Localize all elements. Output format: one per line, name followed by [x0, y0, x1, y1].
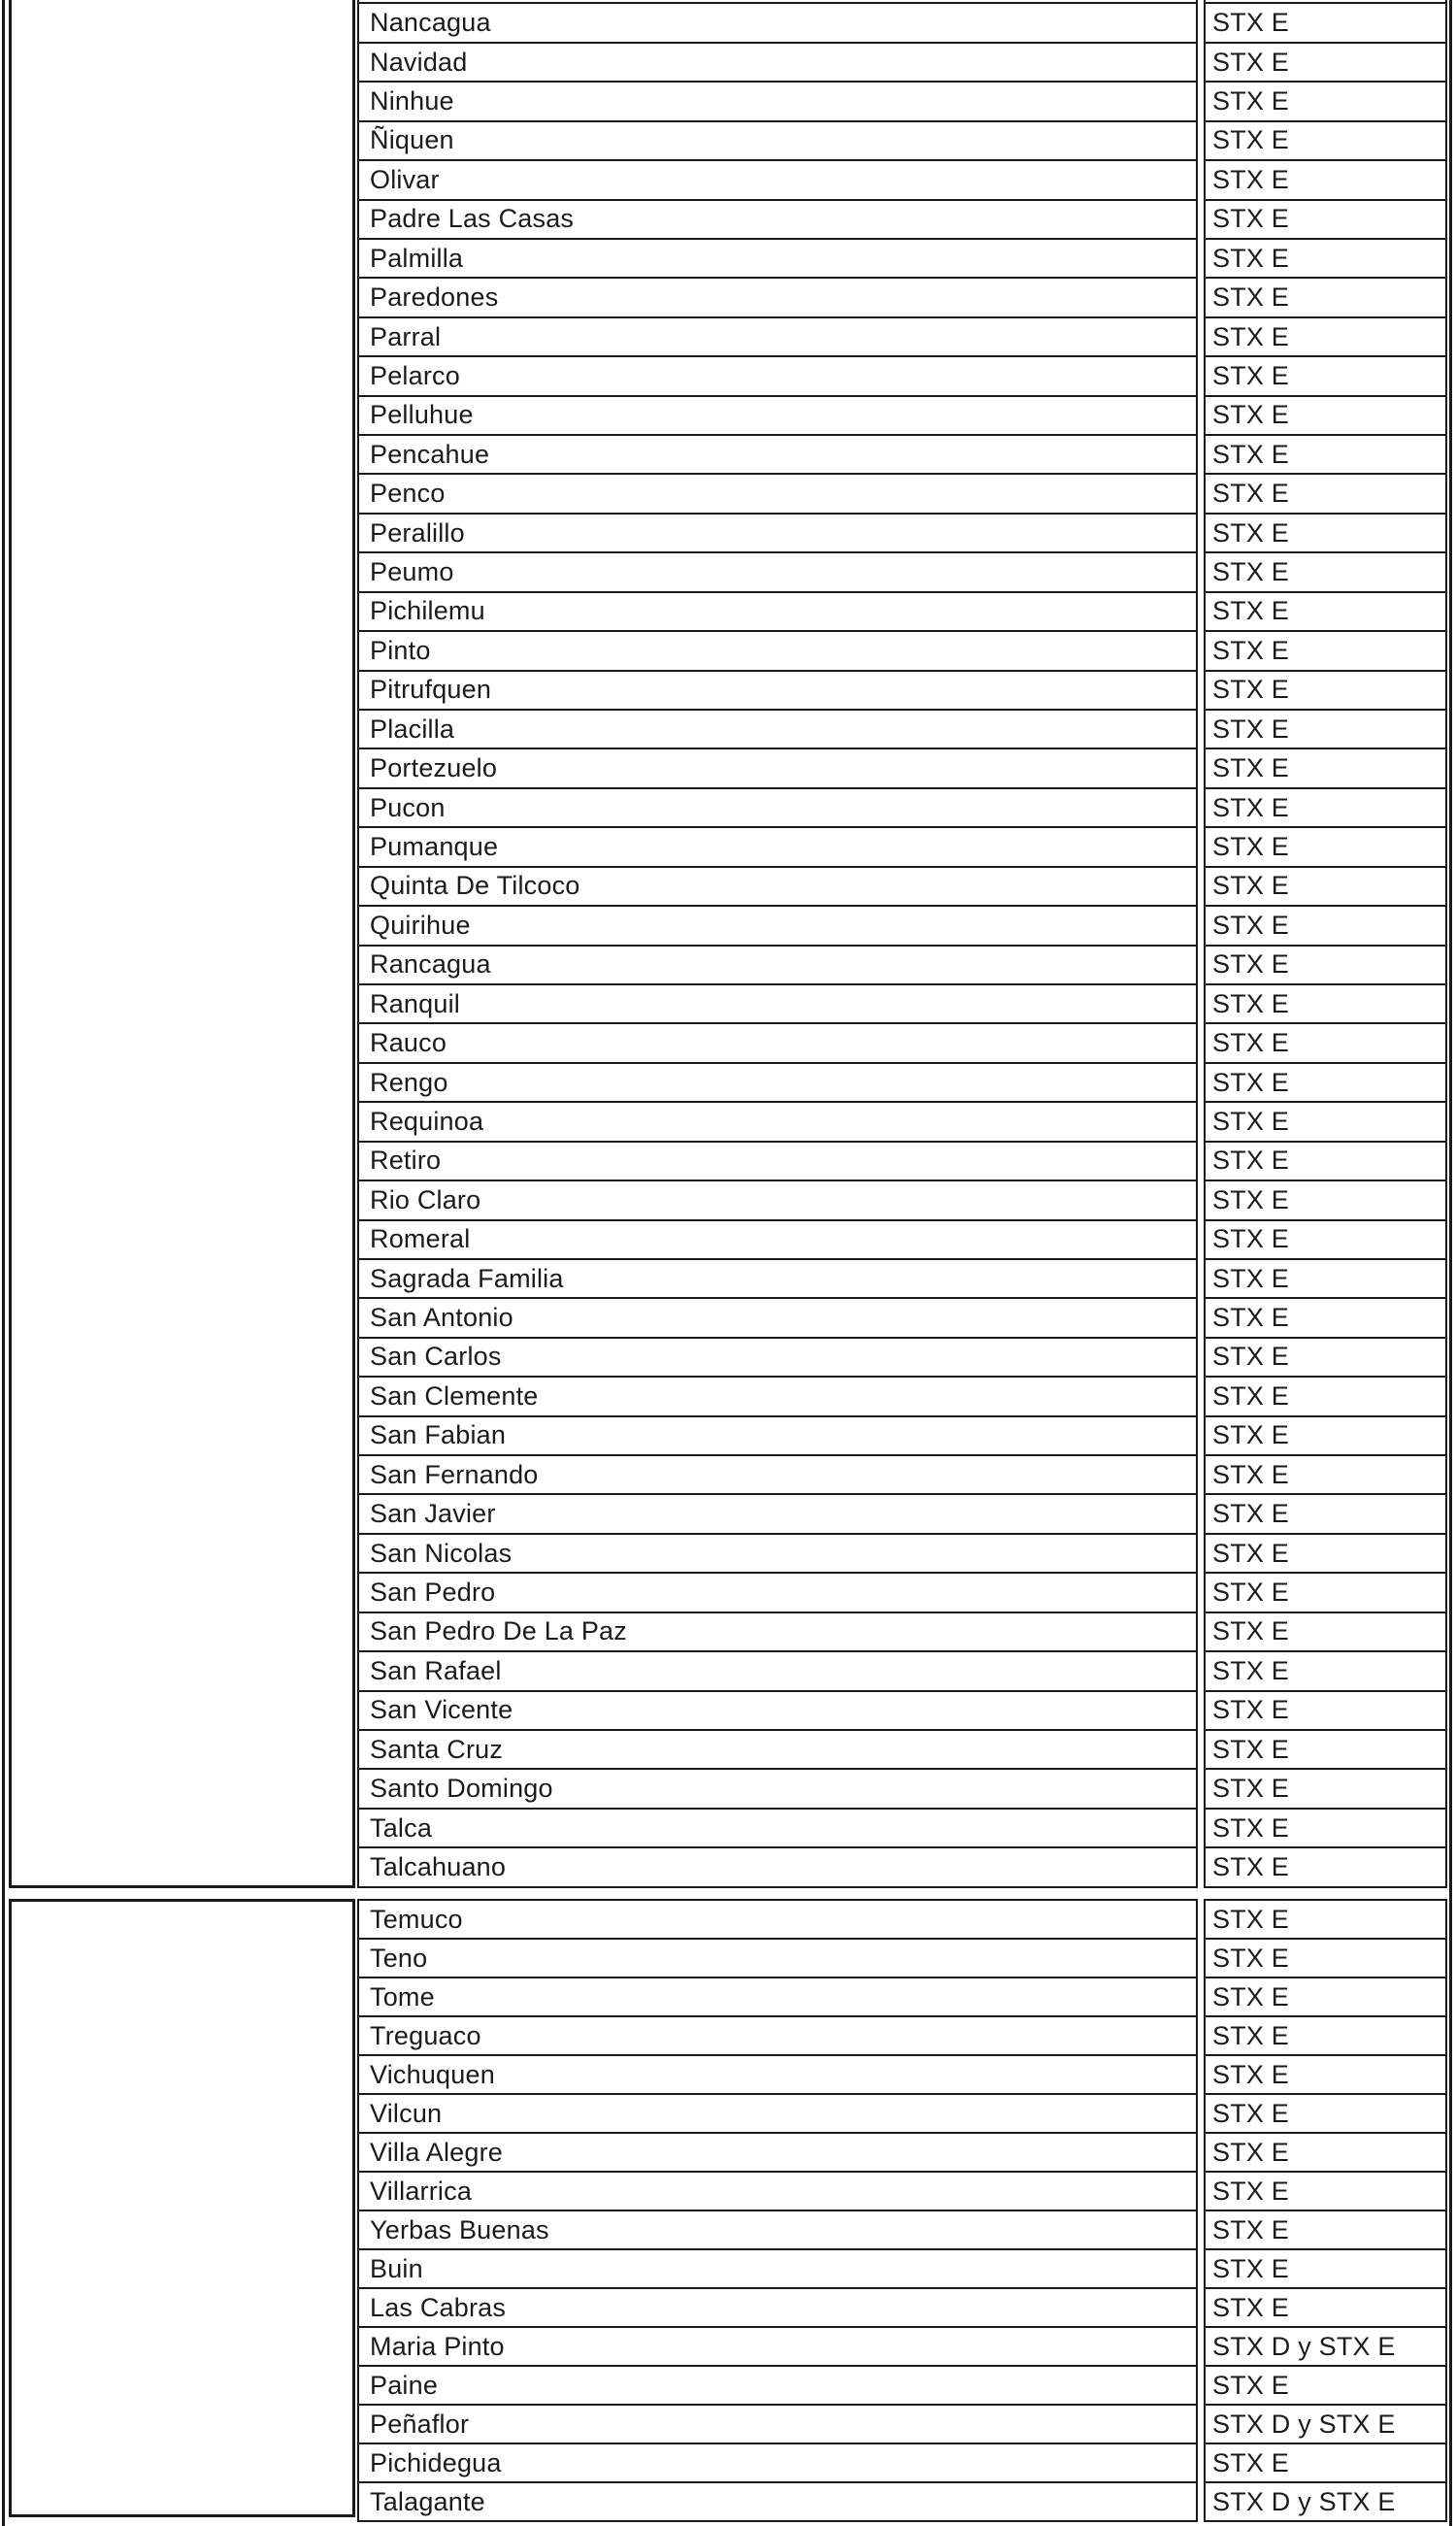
code-cell: STX E [1204, 1337, 1447, 1378]
commune-cell: San Vicente [357, 1690, 1198, 1731]
commune-cell: Pencahue [357, 434, 1198, 475]
code-cell: STX E [1204, 1977, 1447, 2017]
code-cell: STX E [1204, 238, 1447, 279]
commune-cell: Ranquil [357, 983, 1198, 1024]
commune-cell: Talcahuano [357, 1846, 1198, 1887]
code-cell: STX E [1204, 945, 1447, 985]
commune-cell: Talagante [357, 2481, 1198, 2522]
code-cell: STX E [1204, 1572, 1447, 1612]
commune-cell: San Fabian [357, 1415, 1198, 1456]
code-cell: STX E [1204, 2054, 1447, 2095]
code-cell: STX E [1204, 395, 1447, 436]
code-column [1204, 0, 1447, 1888]
code-cell: STX E [1204, 551, 1447, 592]
commune-cell: Pumanque [357, 826, 1198, 867]
commune-cell: San Pedro De La Paz [357, 1612, 1198, 1652]
commune-cell: Romeral [357, 1219, 1198, 1260]
code-cell: STX E [1204, 748, 1447, 788]
commune-cell: Santo Domingo [357, 1768, 1198, 1809]
commune-cell: Maria Pinto [357, 2326, 1198, 2367]
code-cell: STX E [1204, 2093, 1447, 2134]
code-cell: STX E [1204, 1062, 1447, 1103]
commune-cell: Pelarco [357, 355, 1198, 396]
region-cell [9, 0, 355, 1888]
commune-cell: Padre Las Casas [357, 199, 1198, 240]
commune-cell: Quirihue [357, 905, 1198, 946]
commune-cell: Pucon [357, 787, 1198, 828]
code-cell: STX E [1204, 670, 1447, 711]
code-cell: STX E [1204, 1533, 1447, 1574]
region-cell [9, 1899, 355, 2517]
code-cell: STX E [1204, 630, 1447, 671]
code-cell: STX E [1204, 709, 1447, 749]
commune-cell: Teno [357, 1938, 1198, 1978]
code-cell: STX E [1204, 1180, 1447, 1220]
commune-cell: San Antonio [357, 1297, 1198, 1338]
commune-cell: Tome [357, 1977, 1198, 2017]
commune-cell: Vichuquen [357, 2054, 1198, 2095]
commune-cell: Olivar [357, 159, 1198, 200]
commune-cell: Villa Alegre [357, 2132, 1198, 2173]
commune-cell: San Javier [357, 1493, 1198, 1534]
commune-cell: San Fernando [357, 1454, 1198, 1495]
code-cell: STX D y STX E [1204, 2404, 1447, 2444]
code-cell: STX D y STX E [1204, 2326, 1447, 2367]
commune-cell: Vilcun [357, 2093, 1198, 2134]
commune-cell: Peumo [357, 551, 1198, 592]
commune-cell: Rancagua [357, 945, 1198, 985]
commune-cell: Pelluhue [357, 395, 1198, 436]
code-cell: STX E [1204, 1808, 1447, 1848]
code-cell: STX E [1204, 1729, 1447, 1770]
commune-cell: San Rafael [357, 1650, 1198, 1691]
commune-cell: Parral [357, 316, 1198, 357]
outer-table-left-border [2, 0, 5, 2526]
code-cell: STX E [1204, 2, 1447, 43]
code-cell: STX E [1204, 199, 1447, 240]
commune-cell: Paine [357, 2365, 1198, 2406]
commune-cell: Nancagua [357, 2, 1198, 43]
code-column [1204, 1899, 1447, 2522]
commune-cell: Rengo [357, 1062, 1198, 1103]
code-cell: STX E [1204, 2171, 1447, 2211]
code-cell: STX E [1204, 2443, 1447, 2483]
code-cell: STX D y STX E [1204, 2481, 1447, 2522]
code-cell: STX E [1204, 1899, 1447, 1940]
commune-cell: Palmilla [357, 238, 1198, 279]
code-cell: STX E [1204, 355, 1447, 396]
code-cell: STX E [1204, 1454, 1447, 1495]
code-cell: STX E [1204, 159, 1447, 200]
code-cell: STX E [1204, 2015, 1447, 2056]
code-cell: STX E [1204, 1938, 1447, 1978]
commune-cell: Retiro [357, 1141, 1198, 1181]
commune-cell: Ñiquen [357, 120, 1198, 161]
commune-cell: Pinto [357, 630, 1198, 671]
commune-cell: Navidad [357, 42, 1198, 83]
commune-cell: Yerbas Buenas [357, 2210, 1198, 2250]
commune-cell: Santa Cruz [357, 1729, 1198, 1770]
code-cell: STX E [1204, 81, 1447, 121]
code-cell: STX E [1204, 1101, 1447, 1142]
commune-cell: Treguaco [357, 2015, 1198, 2056]
code-cell: STX E [1204, 277, 1447, 317]
code-cell: STX E [1204, 1768, 1447, 1809]
code-cell: STX E [1204, 1612, 1447, 1652]
commune-cell: Peralillo [357, 513, 1198, 553]
code-cell: STX E [1204, 473, 1447, 514]
code-cell: STX E [1204, 787, 1447, 828]
code-cell: STX E [1204, 1297, 1447, 1338]
code-cell: STX E [1204, 42, 1447, 83]
commune-cell: Placilla [357, 709, 1198, 749]
code-cell: STX E [1204, 1141, 1447, 1181]
code-cell: STX E [1204, 2287, 1447, 2328]
commune-cell: San Carlos [357, 1337, 1198, 1378]
commune-cell: San Pedro [357, 1572, 1198, 1612]
code-cell: STX E [1204, 513, 1447, 553]
commune-cell: Pichidegua [357, 2443, 1198, 2483]
commune-cell: Talca [357, 1808, 1198, 1848]
code-cell: STX E [1204, 1690, 1447, 1731]
commune-cell: Peñaflor [357, 2404, 1198, 2444]
commune-cell: Pitrufquen [357, 670, 1198, 711]
code-cell: STX E [1204, 2132, 1447, 2173]
commune-cell: Portezuelo [357, 748, 1198, 788]
code-cell: STX E [1204, 1493, 1447, 1534]
commune-cell: Requinoa [357, 1101, 1198, 1142]
code-cell: STX E [1204, 1846, 1447, 1887]
code-cell: STX E [1204, 1022, 1447, 1063]
code-cell: STX E [1204, 120, 1447, 161]
commune-cell: Quinta De Tilcoco [357, 866, 1198, 907]
commune-cell: Las Cabras [357, 2287, 1198, 2328]
commune-column [357, 1899, 1198, 2522]
code-cell: STX E [1204, 316, 1447, 357]
commune-cell: Paredones [357, 277, 1198, 317]
code-cell: STX E [1204, 2248, 1447, 2289]
commune-cell: Temuco [357, 1899, 1198, 1940]
code-cell: STX E [1204, 983, 1447, 1024]
outer-table-right-border [1449, 0, 1452, 2526]
code-cell: STX E [1204, 866, 1447, 907]
commune-cell: Pichilemu [357, 591, 1198, 632]
code-cell: STX E [1204, 905, 1447, 946]
code-cell: STX E [1204, 2365, 1447, 2406]
commune-cell: Villarrica [357, 2171, 1198, 2211]
commune-cell: Buin [357, 2248, 1198, 2289]
commune-cell: San Nicolas [357, 1533, 1198, 1574]
code-cell: STX E [1204, 1650, 1447, 1691]
code-cell: STX E [1204, 826, 1447, 867]
code-cell: STX E [1204, 1415, 1447, 1456]
commune-cell: Rio Claro [357, 1180, 1198, 1220]
commune-cell: San Clemente [357, 1376, 1198, 1416]
commune-cell: Penco [357, 473, 1198, 514]
code-cell: STX E [1204, 1219, 1447, 1260]
commune-cell: Rauco [357, 1022, 1198, 1063]
commune-cell: Ninhue [357, 81, 1198, 121]
code-cell: STX E [1204, 1258, 1447, 1299]
code-cell: STX E [1204, 591, 1447, 632]
code-cell: STX E [1204, 1376, 1447, 1416]
commune-column [357, 0, 1198, 1888]
code-cell: STX E [1204, 434, 1447, 475]
code-cell: STX E [1204, 2210, 1447, 2250]
commune-cell: Sagrada Familia [357, 1258, 1198, 1299]
